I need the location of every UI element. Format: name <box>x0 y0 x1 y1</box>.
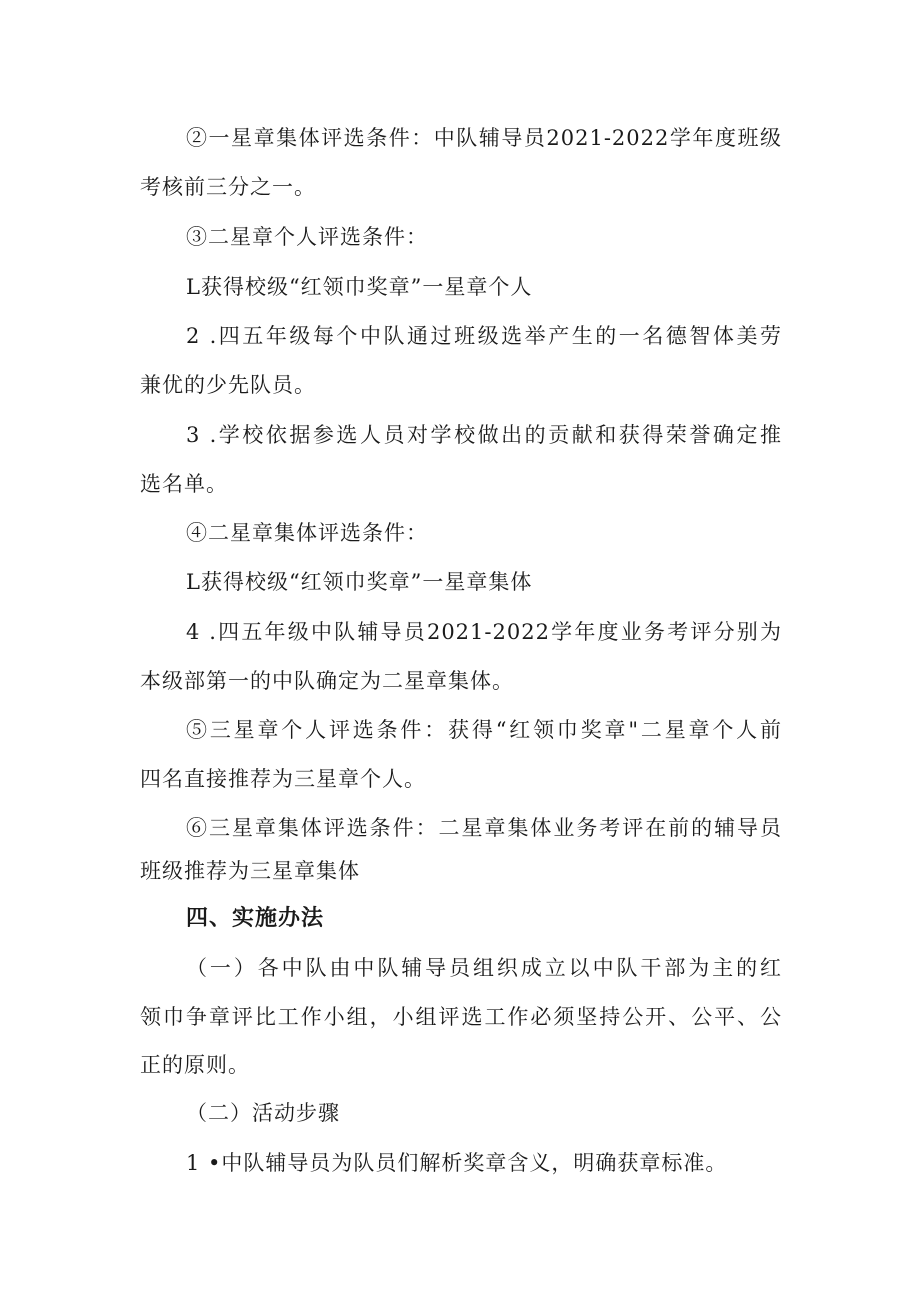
paragraph-line: 2 .四五年级每个中队通过班级选举产生的一名德智体美劳 <box>186 324 782 348</box>
paragraph-line: 领巾争章评比工作小组，小组评选工作必须坚持公开、公平、公 <box>140 1005 782 1029</box>
paragraph-line: L获得校级“红领巾奖章”一星章个人 <box>186 275 533 299</box>
section-heading: 四、实施办法 <box>186 906 325 931</box>
paragraph-line: ④二星章集体评选条件： <box>186 521 428 545</box>
paragraph-line: 1 •中队辅导员为队员们解析奖章含义，明确获章标准。 <box>186 1151 728 1175</box>
paragraph-line: 四名直接推荐为三星章个人。 <box>140 767 426 791</box>
paragraph-line: 兼优的少先队员。 <box>140 373 316 397</box>
paragraph-line: ⑤三星章个人评选条件：获得“红领巾奖章"二星章个人前 <box>186 718 782 742</box>
paragraph-line: 4 .四五年级中队辅导员2021-2022学年度业务考评分别为 <box>186 620 782 644</box>
paragraph-line: 班级推荐为三星章集体 <box>140 859 360 883</box>
paragraph-line: ⑥三星章集体评选条件：二星章集体业务考评在前的辅导员 <box>186 816 782 840</box>
paragraph-line: 选名单。 <box>140 472 228 496</box>
paragraph-line: （二）活动步骤 <box>186 1101 340 1125</box>
paragraph-line: （一）各中队由中队辅导员组织成立以中队干部为主的红 <box>186 956 782 980</box>
paragraph-line: L获得校级“红领巾奖章”一星章集体 <box>186 570 533 594</box>
paragraph-line: ③二星章个人评选条件： <box>186 225 428 249</box>
paragraph-line: 正的原则。 <box>140 1053 250 1077</box>
paragraph-line: 考核前三分之一。 <box>140 175 316 199</box>
paragraph-line: 3 .学校依据参选人员对学校做出的贡献和获得荣誉确定推 <box>186 423 782 447</box>
paragraph-line: ②一星章集体评选条件：中队辅导员2021-2022学年度班级 <box>186 126 782 150</box>
paragraph-line: 本级部第一的中队确定为二星章集体。 <box>140 669 514 693</box>
